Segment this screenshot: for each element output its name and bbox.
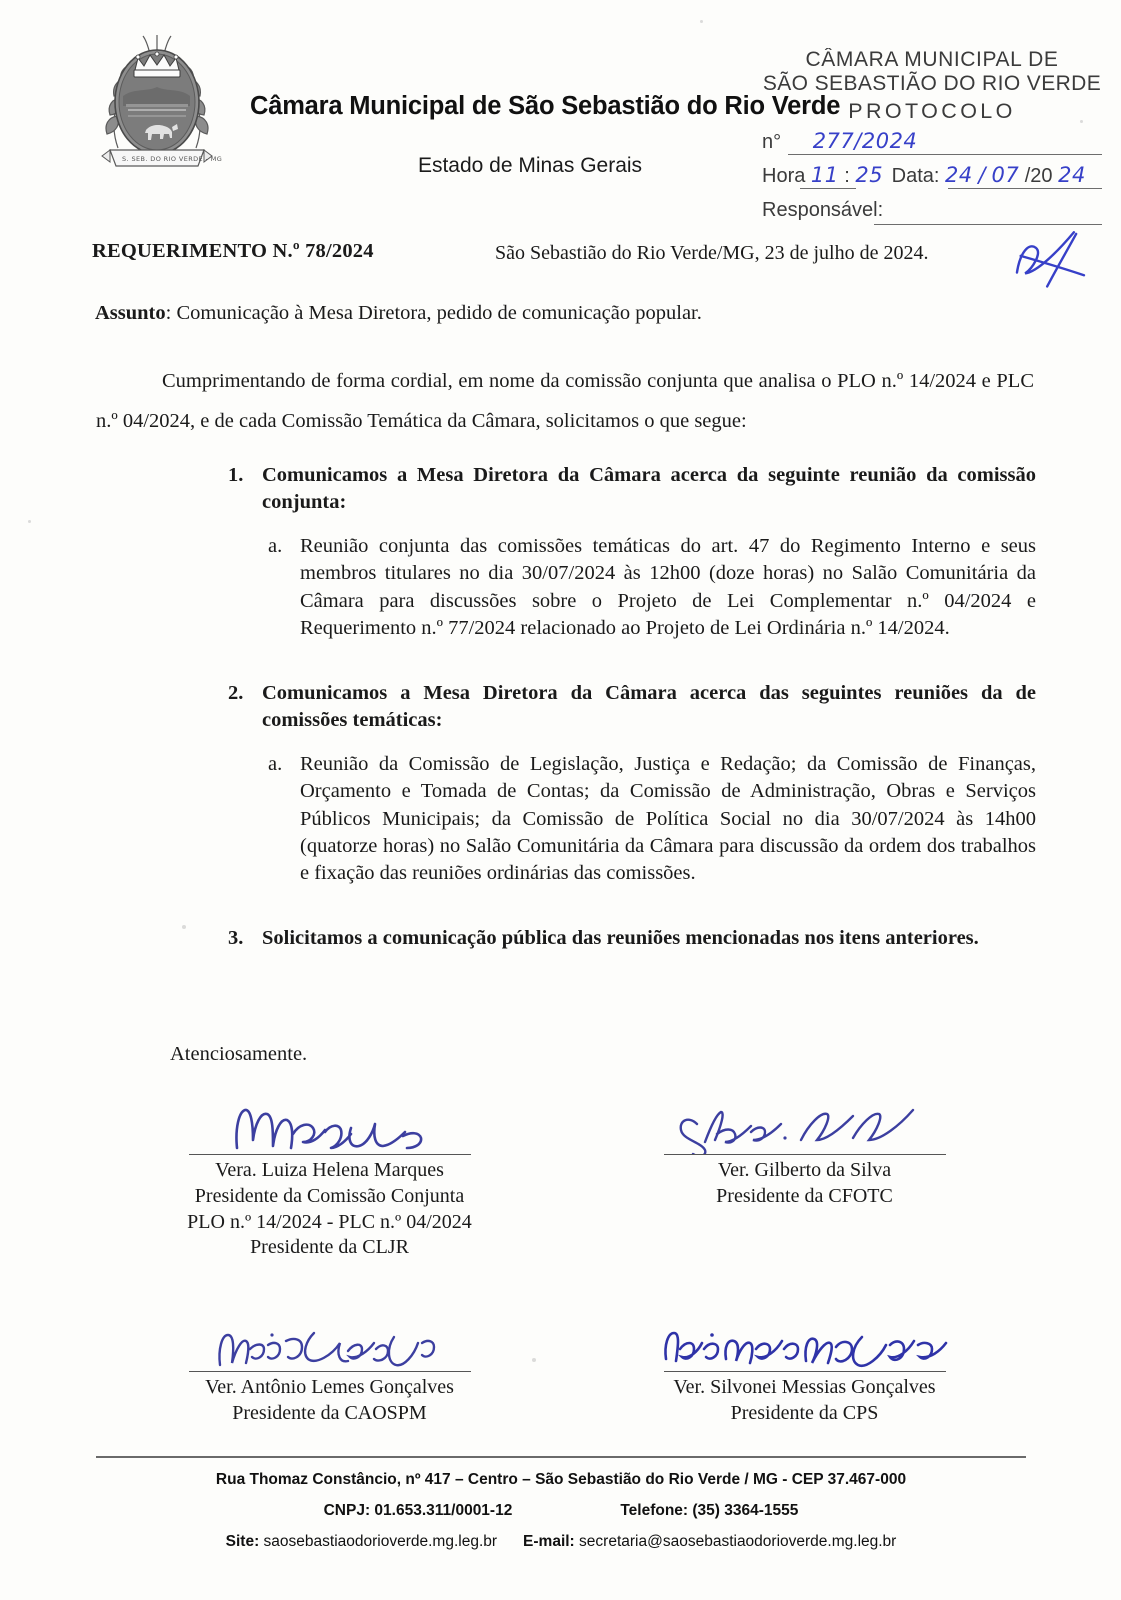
signatory-name: Ver. Gilberto da Silva xyxy=(717,1159,892,1182)
stamp-hour-label: Hora xyxy=(762,165,806,188)
footer-site-value[interactable]: saosebastiaodorioverde.mg.leg.br xyxy=(263,1532,498,1550)
list-item-text: Comunicamos a Mesa Diretora da Câmara acerca da seguinte reunião da comissão conjunta: xyxy=(262,464,1036,514)
signature-block xyxy=(567,1098,1042,1261)
stamp-number-row xyxy=(762,129,1102,157)
stamp-hour-rule xyxy=(800,188,856,189)
signatory-name: Ver. Silvonei Messias Gonçalves xyxy=(673,1376,936,1399)
footer-address: Rua Thomaz Constâncio, nº 417 – Centro – São Sebastião do Rio Verde / MG - CEP 37.467-000 xyxy=(215,1470,907,1488)
stamp-number-label: n° xyxy=(762,131,782,154)
sub-list-item-text: Reunião da Comissão de Legislação, Justiça e Redação; da Comissão de Finanças, Orçamento e Tomada de Contas; da Comissão de Administração, Obras e Serviços Públicos Municipais; da Comissão de Política Social no dia 30/07/2024 às 14h00 (quatorze horas) no Salão Comunitária da Câmara para discussão da ordem dos trabalhos e fixação das reuniões ordinárias das comissões. xyxy=(300,753,1036,885)
stamp-hour-value: 11 xyxy=(810,163,839,188)
list-item-text: Solicitamos a comunicação pública das reuniões mencionadas nos itens anteriores. xyxy=(262,927,979,950)
signature-block xyxy=(92,1098,567,1261)
sub-list-item-marker: a. xyxy=(268,753,283,776)
footer-email xyxy=(523,1533,896,1551)
stamp-date-day: 24 xyxy=(945,163,973,188)
signature-grid xyxy=(92,1098,1042,1426)
handwritten-signature xyxy=(92,1315,567,1371)
sub-list-item xyxy=(268,751,1036,887)
stamp-date-sep-1: / xyxy=(978,163,986,188)
footer-site xyxy=(226,1533,497,1551)
header-subtitle: Estado de Minas Gerais xyxy=(417,154,643,177)
list-item-number: 3. xyxy=(228,927,244,950)
signature-row xyxy=(92,1315,1042,1427)
stamp-datetime-row xyxy=(762,163,1102,191)
closing-salutation: Atenciosamente. xyxy=(170,1043,308,1065)
footer-cnpj: CNPJ: 01.653.311/0001-12 xyxy=(323,1501,513,1519)
list-item-heading xyxy=(228,462,1036,516)
stamp-line-1: CÂMARA MUNICIPAL DE xyxy=(805,48,1059,71)
signature-line xyxy=(189,1154,471,1155)
spacer xyxy=(228,658,1036,680)
footer-email-value[interactable]: secretaria@saosebastiaodorioverde.mg.leg.br xyxy=(579,1532,897,1550)
footer-contact-row xyxy=(96,1502,1026,1520)
intro-paragraph: Cumprimentando de forma cordial, em nome da comissão conjunta que analisa o PLO n.º 14/2024 e PLC n.º 04/2024, e de cada Comissão Temática da Câmara, solicitamos o que segue: xyxy=(96,370,1034,432)
stamp-date-rule xyxy=(948,188,1102,189)
stamp-responsible-row xyxy=(762,199,1102,227)
signatory-role-detail: PLO n.º 14/2024 - PLC n.º 04/2024 xyxy=(187,1210,472,1233)
list-item-heading xyxy=(228,680,1036,734)
sub-list xyxy=(228,751,1036,887)
requerimento-items xyxy=(228,462,1036,968)
document-footer xyxy=(96,1456,1026,1551)
stamp-responsible-label: Responsável: xyxy=(762,199,884,222)
handwritten-signature xyxy=(567,1098,1042,1154)
footer-divider xyxy=(96,1456,1026,1458)
signature-block xyxy=(92,1315,567,1427)
assunto-label: Assunto xyxy=(95,302,166,324)
signatory-role: Presidente da CPS xyxy=(730,1401,879,1424)
signatory-role: Presidente da CFOTC xyxy=(716,1184,893,1207)
signature-row xyxy=(92,1098,1042,1261)
coat-of-arms-icon xyxy=(88,30,226,172)
signatory-name: Ver. Antônio Lemes Gonçalves xyxy=(205,1376,454,1399)
sub-list-item xyxy=(268,533,1036,642)
stamp-line-3: PROTOCOLO xyxy=(848,98,1016,123)
list-item-number: 1. xyxy=(228,464,244,486)
stamp-number-value: 277/2024 xyxy=(812,129,918,154)
scan-speck xyxy=(182,925,186,929)
stamp-date-year: 24 xyxy=(1058,163,1086,188)
signatory-role: Presidente da Comissão Conjunta xyxy=(194,1184,465,1207)
stamp-date-month: 07 xyxy=(991,163,1020,188)
list-item xyxy=(228,680,1036,887)
footer-phone: Telefone: (35) 3364-1555 xyxy=(620,1501,799,1519)
requerimento-number: REQUERIMENTO N.º 78/2024 xyxy=(92,240,374,262)
sub-list-item-text: Reunião conjunta das comissões temáticas do art. 47 do Regimento Interno e seus membros titulares no dia 30/07/2024 às 12h00 (doze horas) no Salão Comunitária da Câmara para discussões sobre o Projeto de Lei Complementar n.º 04/2024 e Requerimento n.º 77/2024 relacionado ao Projeto de Lei Ordinária n.º 14/2024. xyxy=(300,535,1036,639)
sub-list xyxy=(228,533,1036,642)
list-item xyxy=(228,925,1036,952)
stamp-minute-sep: : xyxy=(844,165,850,188)
stamp-signature-scribble xyxy=(1006,225,1093,302)
handwritten-signature xyxy=(92,1098,567,1154)
signature-block xyxy=(567,1315,1042,1427)
assunto-line xyxy=(95,302,1035,325)
signature-line xyxy=(664,1154,946,1155)
handwritten-signature xyxy=(567,1315,1042,1371)
place-and-date: São Sebastião do Rio Verde/MG, 23 de julho de 2024. xyxy=(495,242,929,264)
stamp-line-2: SÃO SEBASTIÃO DO RIO VERDE xyxy=(762,71,1102,95)
footer-email-label: E-mail: xyxy=(523,1532,575,1550)
protocol-stamp xyxy=(762,48,1102,227)
list-item-heading xyxy=(228,925,1036,952)
svg-text:S. SEB. DO RIO VERDE - MG: S. SEB. DO RIO VERDE - MG xyxy=(122,155,223,163)
list-item xyxy=(228,462,1036,642)
assunto-text: : Comunicação à Mesa Diretora, pedido de comunicação popular. xyxy=(165,302,702,324)
signatory-role-extra: Presidente da CLJR xyxy=(250,1236,409,1259)
stamp-date-sep-2: /20 xyxy=(1024,165,1053,188)
spacer xyxy=(228,903,1036,925)
signatory-name: Vera. Luiza Helena Marques xyxy=(215,1159,444,1182)
list-item-text: Comunicamos a Mesa Diretora da Câmara acerca das seguintes reuniões da de comissões temáticas: xyxy=(262,682,1036,732)
scan-speck xyxy=(28,520,31,523)
list-item-number: 2. xyxy=(228,682,244,705)
stamp-responsible-rule xyxy=(874,224,1102,225)
stamp-date-label: Data: xyxy=(891,165,940,188)
signature-line xyxy=(189,1371,471,1372)
signature-line xyxy=(664,1371,946,1372)
footer-site-label: Site: xyxy=(225,1532,260,1550)
signatory-role: Presidente da CAOSPM xyxy=(232,1401,427,1424)
footer-web-row xyxy=(96,1533,1026,1551)
sub-list-item-marker: a. xyxy=(268,535,283,558)
stamp-number-rule xyxy=(788,154,1102,155)
stamp-minute-value: 25 xyxy=(855,163,884,188)
page-title: Câmara Municipal de São Sebastião do Rio Verde xyxy=(250,92,841,120)
